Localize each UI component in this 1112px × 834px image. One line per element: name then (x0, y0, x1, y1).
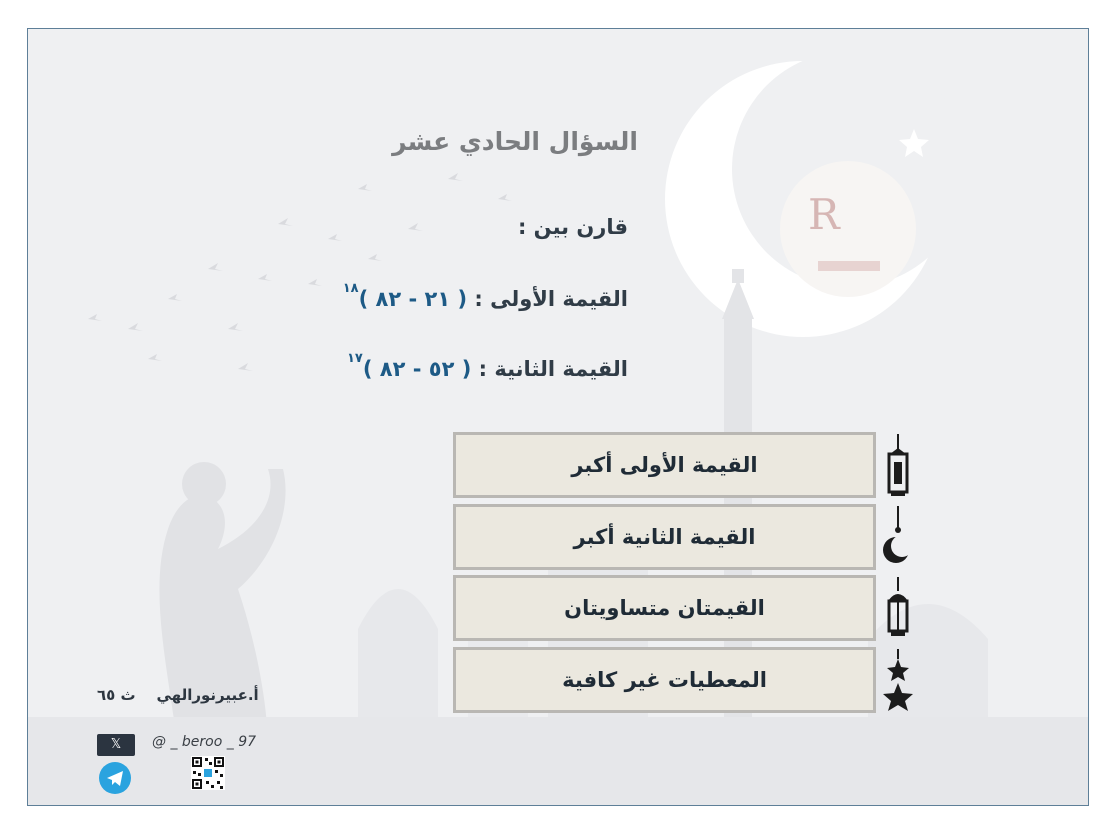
value-one-expression: ( ٢١ - ٨٢ ) (358, 287, 468, 311)
option-insufficient[interactable]: المعطيات غير كافية (453, 647, 876, 713)
qr-code-icon[interactable] (191, 756, 225, 790)
value-one-exponent: ١٨ (342, 281, 359, 296)
crescent-icon (880, 504, 916, 572)
value-two-exponent: ١٧ (347, 351, 363, 366)
telegram-icon[interactable] (99, 762, 131, 794)
svg-text:R: R (808, 190, 840, 239)
slide (27, 28, 1089, 806)
value-two-label: القيمة الثانية : (478, 357, 628, 381)
compare-prompt: قارن بين : (517, 215, 628, 239)
option-equal[interactable]: القيمتان متساويتان (453, 575, 876, 641)
lantern-icon (880, 432, 916, 500)
lantern-icon (880, 575, 916, 643)
value-one-line (342, 281, 628, 311)
value-one-label: القيمة الأولى : (474, 287, 628, 311)
option-first-greater[interactable]: القيمة الأولى أكبر (453, 432, 876, 498)
x-logo-icon[interactable]: 𝕏 (97, 734, 135, 756)
value-two-line (347, 351, 628, 381)
grade-label: ث ٦٥ (97, 686, 136, 704)
star-icon (880, 647, 916, 715)
value-two-expression: ( ٥٢ - ٨٢ ) (362, 357, 472, 381)
option-second-greater[interactable]: القيمة الثانية أكبر (453, 504, 876, 570)
question-title: السؤال الحادي عشر (392, 127, 638, 156)
logo-watermark (780, 161, 916, 297)
author-credit (97, 686, 259, 704)
author-name: أ.عبيرنورالهي (156, 686, 259, 704)
social-handle: @ _ beroo _ 97 (152, 734, 257, 750)
